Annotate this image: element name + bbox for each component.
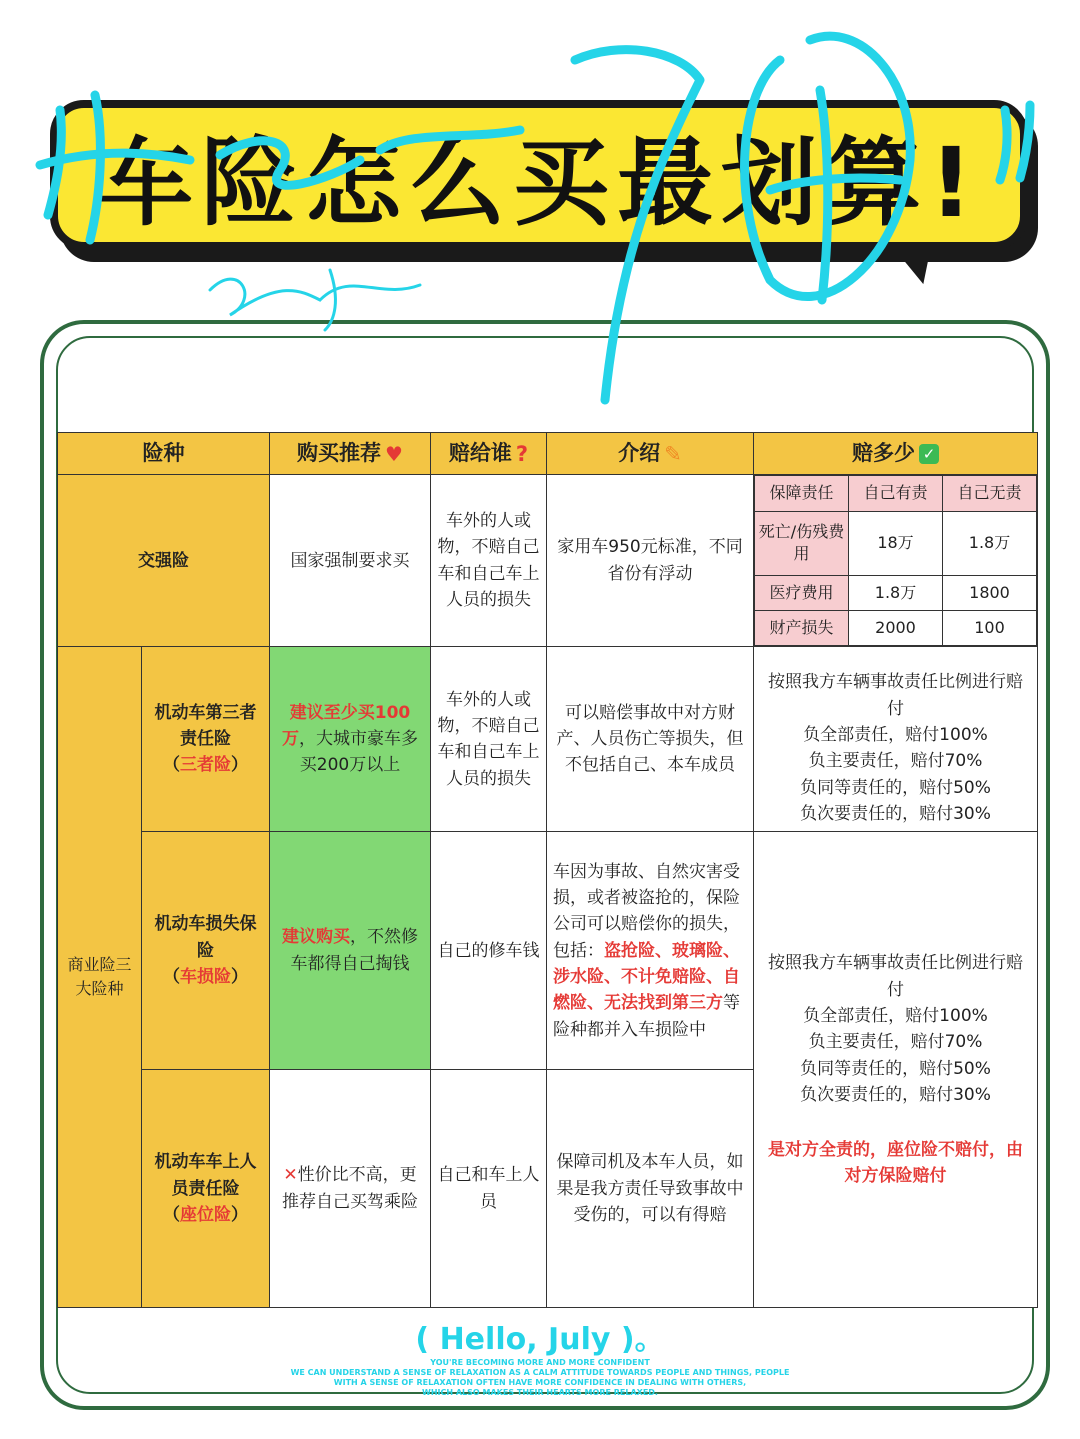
sub-header: 自己有责 <box>849 476 943 511</box>
footer-tagline: YOU'RE BECOMING MORE AND MORE CONFIDENT WE CAN UNDERSTAND A SENSE OF RELAXATION AS A CALM ATTITUDE TOWARDS PEOPLE AND THINGS, PEOPLE WITH A SENSE OF RELAXATION OFTEN HAVE MORE CONFIDENCE IN DEALING WITH OTHERS, WHICH ALSO MAKES THEIR HEARTS MORE RELAXED. <box>290 1358 790 1397</box>
header-payee: 赔给谁 ? <box>431 433 547 475</box>
sub-cell: 18万 <box>849 511 943 575</box>
sub-cell: 1.8万 <box>943 511 1037 575</box>
payee-jqx: 车外的人或物，不赔自己车和自己车上人员的损失 <box>431 475 547 647</box>
heart-icon: ♥ <box>385 441 403 466</box>
insurance-name-zuowei: 机动车车上人员责任险 （座位险） <box>142 1070 270 1308</box>
sub-cell: 财产损失 <box>755 610 849 645</box>
amount-shared: 按照我方车辆事故责任比例进行赔付 负全部责任，赔付100% 负主要责任，赔付70% 负同等责任的，赔付50% 负次要责任的，赔付30% 是对方全责的，座位险不赔付，由对方保险赔付 <box>754 832 1038 1308</box>
check-icon: ✓ <box>919 444 939 464</box>
header-type: 险种 <box>58 433 270 475</box>
footer-hello: ( Hello, July )。 <box>415 1322 665 1357</box>
page-title: 车险怎么买最划算! <box>97 126 981 239</box>
amount-jqx <box>754 475 1038 647</box>
table-row <box>58 832 1038 1070</box>
amount-sanzhe: 按照我方车辆事故责任比例进行赔付 负全部责任，赔付100% 负主要责任，赔付70% 负同等责任的，赔付50% 负次要责任的，赔付30% <box>754 647 1038 832</box>
recommend-chesun: 建议购买，不然修车都得自己掏钱 <box>270 832 431 1070</box>
header-recommend: 购买推荐 ♥ <box>270 433 431 475</box>
title-banner <box>50 100 1028 250</box>
table-header-row <box>58 433 1038 475</box>
header-intro: 介绍 ✎ <box>547 433 754 475</box>
header-amount: 赔多少 ✓ <box>754 433 1038 475</box>
intro-zuowei: 保障司机及本车人员，如果是我方责任导致事故中受伤的，可以有得赔 <box>547 1070 754 1308</box>
recommend-sanzhe: 建议至少买100万，大城市豪车多买200万以上 <box>270 647 431 832</box>
recommend-jqx: 国家强制要求买 <box>270 475 431 647</box>
sub-cell: 100 <box>943 610 1037 645</box>
insurance-name-sanzhe: 机动车第三者责任险 （三者险） <box>142 647 270 832</box>
compensation-subtable <box>754 475 1037 646</box>
group-label: 商业险三大险种 <box>58 647 142 1308</box>
recommend-zuowei: ✕性价比不高，更推荐自己买驾乘险 <box>270 1070 431 1308</box>
insurance-name-chesun: 机动车损失保险 （车损险） <box>142 832 270 1070</box>
doodle-stroke <box>210 279 420 315</box>
intro-jqx: 家用车950元标准，不同省份有浮动 <box>547 475 754 647</box>
intro-sanzhe: 可以赔偿事故中对方财产、人员伤亡等损失，但不包括自己、本车成员 <box>547 647 754 832</box>
payee-sanzhe: 车外的人或物，不赔自己车和自己车上人员的损失 <box>431 647 547 832</box>
sub-cell: 死亡/伤残费用 <box>755 511 849 575</box>
sub-header: 保障责任 <box>755 476 849 511</box>
payee-zuowei: 自己和车上人员 <box>431 1070 547 1308</box>
insurance-table <box>57 432 1038 1308</box>
sub-cell: 1800 <box>943 575 1037 610</box>
cross-icon: ✕ <box>283 1165 298 1186</box>
payee-chesun: 自己的修车钱 <box>431 832 547 1070</box>
insurance-name-jqx: 交强险 <box>58 475 270 647</box>
sub-header: 自己无责 <box>943 476 1037 511</box>
sub-cell: 医疗费用 <box>755 575 849 610</box>
pencil-icon: ✎ <box>664 441 682 466</box>
sub-cell: 1.8万 <box>849 575 943 610</box>
question-mark-icon: ? <box>515 441 529 466</box>
intro-chesun: 车因为事故、自然灾害受损，或者被盗抢的，保险公司可以赔偿你的损失，包括：盗抢险、玻璃险、涉水险、不计免赔险、自燃险、无法找到第三方等险种都并入车损险中 <box>547 832 754 1070</box>
table-row <box>58 647 1038 832</box>
shared-note: 是对方全责的，座位险不赔付，由对方保险赔付 <box>768 1139 1023 1186</box>
table-row <box>58 475 1038 647</box>
sub-cell: 2000 <box>849 610 943 645</box>
